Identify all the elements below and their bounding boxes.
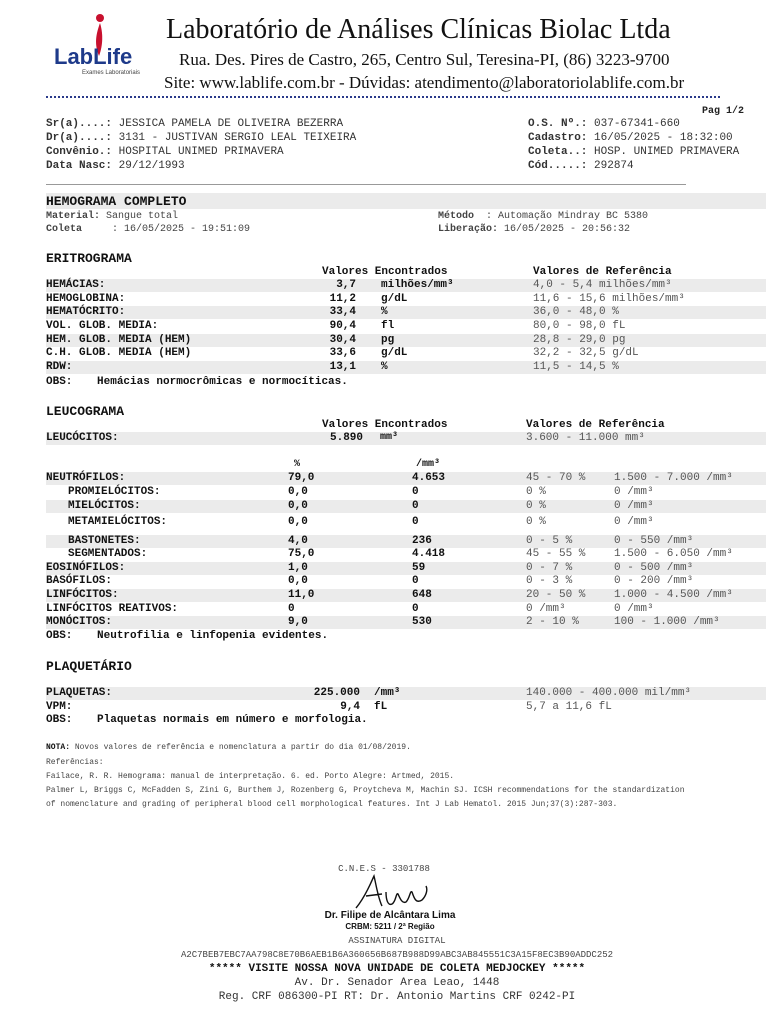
release-line [438, 224, 630, 235]
plaq-value: 9,4 [340, 701, 360, 713]
leuco-abs: 530 [412, 616, 432, 628]
reference-2a: Palmer L, Briggs C, McFadden S, Zini G, Burthem J, Rozenberg G, Proytcheva M, Machin SJ. ICSH recommendations for the standardization [46, 786, 685, 795]
leuco-row [46, 575, 766, 588]
refs-label: Referências: [46, 758, 104, 767]
leuco-ref-abs: 0 - 500 /mm³ [614, 562, 694, 574]
leuco-ref-abs: 0 - 200 /mm³ [614, 575, 694, 587]
eritro-obs-label: OBS: [46, 376, 73, 388]
leucograma-title: LEUCOGRAMA [46, 404, 125, 419]
collection-label: Coleta [46, 224, 83, 235]
signature-hash: A2C7BEB7EBC7AA798C8E70B6AEB1B6A360656B687B988D99ABC3AB845551C3A15F8EC3B90ADDC252 [180, 950, 614, 960]
leuco-pct: 0,0 [288, 516, 308, 528]
leuco-pct: 4,0 [288, 535, 308, 547]
method-label: Método [438, 211, 475, 222]
plaq-obs-text: Plaquetas normais em número e morfologia. [97, 714, 368, 726]
patient-divider [46, 184, 686, 185]
signature-graphic [352, 872, 432, 914]
lab-name: Laboratório de Análises Clínicas Biolac Ltda [166, 14, 671, 45]
patient-name: JESSICA PAMELA DE OLIVEIRA BEZERRA [118, 118, 344, 130]
reference-1: Failace, R. R. Hemograma: manual de interpretação. 6. ed. Porto Alegre: Artmed, 2015. [46, 772, 455, 781]
leuco-param-name: PROMIELÓCITOS: [68, 486, 161, 498]
eritro-row [46, 320, 766, 333]
leuco-ref-pct: 20 - 50 % [526, 589, 586, 601]
registration: Reg. CRF 086300-PI RT: Dr. Antonio Martins CRF 0242-PI [218, 991, 576, 1003]
register-label: Cadastro: [528, 132, 588, 144]
eritro-param-name: HEM. GLOB. MEDIA (HEM) [46, 334, 192, 346]
material-label: Material: [46, 211, 101, 222]
lablife-logo [52, 12, 152, 76]
eritro-obs [46, 376, 348, 388]
eritro-ref: 32,2 - 32,5 g/dL [533, 347, 639, 359]
leuco-row [46, 472, 766, 485]
patient-name-line [46, 118, 343, 130]
eritro-value: 11,2 [329, 293, 356, 305]
patient-label: Sr(a)....: [46, 118, 113, 130]
register-value: 16/05/2025 - 18:32:00 [594, 132, 733, 144]
eritro-row [46, 347, 766, 360]
collection-value: : 16/05/2025 - 19:51:09 [112, 224, 251, 235]
leuco-abs: 648 [412, 589, 432, 601]
leucocitos-value: 5.890 [330, 432, 364, 444]
unit-address: Av. Dr. Senador Area Leao, 1448 [294, 977, 500, 989]
eritro-value: 33,4 [329, 306, 356, 318]
doctor-line [46, 132, 356, 144]
leuco-ref-abs: 0 /mm³ [614, 486, 654, 498]
leuco-param-name: SEGMENTADOS: [68, 548, 148, 560]
collection-site-line [528, 146, 739, 158]
lab-site: Site: www.lablife.com.br - Dúvidas: atendimento@laboratoriolablife.com.br [164, 73, 685, 92]
leuco-param-name: LINFÓCITOS REATIVOS: [46, 603, 179, 615]
order-line [528, 118, 680, 130]
collection-site-label: Coleta..: [528, 146, 588, 158]
release-value: 16/05/2025 - 20:56:32 [504, 224, 631, 235]
eritro-ref-header: Valores de Referência [533, 266, 672, 278]
leuco-param-name: MIELÓCITOS: [68, 500, 141, 512]
register-line [528, 132, 733, 144]
leuco-ref-abs: 1.000 - 4.500 /mm³ [614, 589, 733, 601]
eritro-param-name: HEMÁCIAS: [46, 279, 106, 291]
cnes: C.N.E.S - 3301788 [338, 864, 430, 874]
leuco-row [46, 535, 766, 548]
leuco-pct: 0 [288, 603, 295, 615]
nota-text: Novos valores de referência e nomenclatura a partir do dia 01/08/2019. [74, 743, 411, 752]
lab-address: Rua. Des. Pires de Castro, 265, Centro Sul, Teresina-PI, (86) 3223-9700 [179, 50, 670, 69]
eritro-value: 13,1 [329, 361, 356, 373]
code-line [528, 160, 634, 172]
pct-header: % [294, 459, 301, 470]
eritro-unit: g/dL [381, 347, 408, 359]
eritro-unit: % [381, 306, 388, 318]
eritro-row [46, 361, 766, 374]
plaq-obs [46, 714, 368, 726]
leuco-pct: 0,0 [288, 575, 308, 587]
leuco-abs: 0 [412, 575, 419, 587]
eritro-param-name: C.H. GLOB. MEDIA (HEM) [46, 347, 192, 359]
eritro-ref: 80,0 - 98,0 fL [533, 320, 626, 332]
eritro-value: 90,4 [329, 320, 356, 332]
leuco-param-name: METAMIELÓCITOS: [68, 516, 168, 528]
leuco-pct: 0,0 [288, 500, 308, 512]
leuco-row [46, 603, 766, 616]
leuco-pct: 11,0 [288, 589, 315, 601]
leuco-row [46, 486, 766, 499]
eritro-row [46, 334, 766, 347]
nota-label: NOTA: [46, 743, 71, 752]
leuco-pct: 9,0 [288, 616, 308, 628]
leuco-pct: 75,0 [288, 548, 315, 560]
material-value: Sangue total [106, 211, 179, 222]
plaq-ref: 140.000 - 400.000 mil/mm³ [526, 687, 692, 699]
eritro-ref: 11,5 - 14,5 % [533, 361, 619, 373]
eritro-row [46, 306, 766, 319]
leucocitos-unit: mm³ [380, 432, 399, 443]
leuco-abs: 4.653 [412, 472, 446, 484]
leuco-ref-pct: 0 - 7 % [526, 562, 573, 574]
eritro-ref: 36,0 - 48,0 % [533, 306, 619, 318]
leuco-pct: 0,0 [288, 486, 308, 498]
order-value: 037-67341-660 [594, 118, 680, 130]
visit-banner: ***** VISITE NOSSA NOVA UNIDADE DE COLETA MEDJOCKEY ***** [208, 963, 586, 975]
order-label: O.S. Nº.: [528, 118, 588, 130]
plaq-ref: 5,7 a 11,6 fL [526, 701, 612, 713]
leuco-abs: 236 [412, 535, 432, 547]
eritro-unit: fl [381, 320, 395, 332]
insurance-label: Convênio.: [46, 146, 113, 158]
leuco-ref-pct: 2 - 10 % [526, 616, 579, 628]
leuco-abs: 59 [412, 562, 426, 574]
collection-line [46, 224, 250, 235]
reference-2b: of nomenclature and grading of peripheral blood cell morphological features. Int J Lab Hematol. 2015 Jun;37(3):287-303. [46, 800, 618, 809]
leuco-row [46, 516, 766, 529]
eritro-unit: pg [381, 334, 395, 346]
leuco-param-name: NEUTRÓFILOS: [46, 472, 126, 484]
leuco-ref-abs: 0 /mm³ [614, 603, 654, 615]
plaq-param-name: PLAQUETAS: [46, 687, 113, 699]
leuco-ref-abs: 0 - 550 /mm³ [614, 535, 694, 547]
eritro-obs-text: Hemácias normocrômicas e normocíticas. [97, 376, 348, 388]
leuco-ref-header: Valores de Referência [526, 419, 665, 431]
plaq-unit: fL [374, 701, 388, 713]
eritro-ref: 11,6 - 15,6 milhões/mm³ [533, 293, 685, 305]
exam-title: HEMOGRAMA COMPLETO [46, 194, 187, 209]
doctor-name: 3131 - JUSTIVAN SERGIO LEAL TEIXEIRA [118, 132, 357, 144]
eritro-row [46, 293, 766, 306]
method-value: : Automação Mindray BC 5380 [486, 211, 649, 222]
leuco-obs-text: Neutrofilia e linfopenia evidentes. [97, 630, 329, 642]
page-number: Pag 1/2 [701, 106, 744, 117]
logo-text: LabLife [54, 44, 133, 69]
leuco-abs: 0 [412, 603, 419, 615]
eritro-ref: 4,0 - 5,4 milhões/mm³ [533, 279, 672, 291]
eritro-param-name: VOL. GLOB. MEDIA: [46, 320, 159, 332]
eritro-param-name: HEMATÓCRITO: [46, 306, 126, 318]
leuco-obs [46, 630, 328, 642]
leuco-ref-pct: 0 % [526, 516, 546, 528]
material-line [46, 211, 178, 222]
leuco-ref-abs: 100 - 1.000 /mm³ [614, 616, 720, 628]
plaq-row [46, 701, 766, 714]
insurance-line [46, 146, 284, 158]
leuco-ref-pct: 0 - 5 % [526, 535, 573, 547]
leuco-found-header: Valores Encontrados [322, 419, 448, 431]
collection-site-value: HOSP. UNIMED PRIMAVERA [594, 146, 740, 158]
plaq-param-name: VPM: [46, 701, 73, 713]
leucocitos-row [46, 432, 766, 445]
eritro-row [46, 279, 766, 292]
eritro-param-name: HEMOGLOBINA: [46, 293, 126, 305]
birthdate-label: Data Nasc: [46, 160, 113, 172]
eritro-unit: g/dL [381, 293, 408, 305]
doctor-label: Dr(a)....: [46, 132, 113, 144]
leuco-ref-pct: 0 % [526, 486, 546, 498]
eritrograma-title: ERITROGRAMA [46, 251, 132, 266]
signer-name: Dr. Filipe de Alcântara Lima [324, 910, 456, 921]
leuco-ref-abs: 1.500 - 7.000 /mm³ [614, 472, 733, 484]
code-label: Cód.....: [528, 160, 588, 172]
birthdate-line [46, 160, 185, 172]
release-label: Liberação: [438, 224, 499, 235]
leuco-row [46, 616, 766, 629]
leuco-obs-label: OBS: [46, 630, 73, 642]
leuco-abs: 0 [412, 516, 419, 528]
leuco-param-name: EOSINÓFILOS: [46, 562, 126, 574]
leuco-ref-abs: 0 /mm³ [614, 516, 654, 528]
eritro-found-header: Valores Encontrados [322, 266, 448, 278]
header-divider [46, 96, 720, 104]
leuco-pct: 1,0 [288, 562, 308, 574]
leuco-ref-pct: 45 - 70 % [526, 472, 586, 484]
leuco-param-name: BASÓFILOS: [46, 575, 113, 587]
abs-header: /mm³ [416, 459, 441, 470]
method-line [438, 211, 648, 222]
eritro-value: 30,4 [329, 334, 356, 346]
leuco-ref-pct: 45 - 55 % [526, 548, 586, 560]
leuco-param-name: MONÓCITOS: [46, 616, 113, 628]
leuco-row [46, 500, 766, 513]
leuco-row [46, 548, 766, 561]
leuco-abs: 4.418 [412, 548, 446, 560]
digital-signature-label: ASSINATURA DIGITAL [348, 936, 446, 946]
leuco-pct: 79,0 [288, 472, 315, 484]
plaq-value: 225.000 [313, 687, 360, 699]
plaq-obs-label: OBS: [46, 714, 73, 726]
eritro-ref: 28,8 - 29,0 pg [533, 334, 626, 346]
birthdate-value: 29/12/1993 [118, 160, 185, 172]
leuco-row [46, 589, 766, 602]
eritro-value: 3,7 [336, 279, 356, 291]
eritro-unit: % [381, 361, 388, 373]
logo-subtitle: Exames Laboratoriais [82, 70, 141, 76]
leuco-ref-abs: 1.500 - 6.050 /mm³ [614, 548, 733, 560]
leuco-ref-pct: 0 % [526, 500, 546, 512]
leucocitos-ref: 3.600 - 11.000 mm³ [526, 432, 645, 444]
insurance-value: HOSPITAL UNIMED PRIMAVERA [118, 146, 284, 158]
signer-crbm: CRBM: 5211 / 2ª Região [345, 922, 435, 931]
leuco-param-name: BASTONETES: [68, 535, 141, 547]
leuco-ref-pct: 0 - 3 % [526, 575, 573, 587]
eritro-unit: milhões/mm³ [381, 279, 454, 291]
eritro-value: 33,6 [329, 347, 356, 359]
eritro-param-name: RDW: [46, 361, 73, 373]
code-value: 292874 [594, 160, 634, 172]
leuco-ref-pct: 0 /mm³ [526, 603, 566, 615]
plaq-row [46, 687, 766, 700]
leucocitos-name: LEUCÓCITOS: [46, 432, 119, 444]
leuco-ref-abs: 0 /mm³ [614, 500, 654, 512]
plaq-unit: /mm³ [374, 687, 401, 699]
leuco-row [46, 562, 766, 575]
nota-line [46, 743, 411, 752]
leuco-param-name: LINFÓCITOS: [46, 589, 119, 601]
plaquetario-title: PLAQUETÁRIO [46, 659, 132, 674]
leuco-abs: 0 [412, 486, 419, 498]
leuco-abs: 0 [412, 500, 419, 512]
